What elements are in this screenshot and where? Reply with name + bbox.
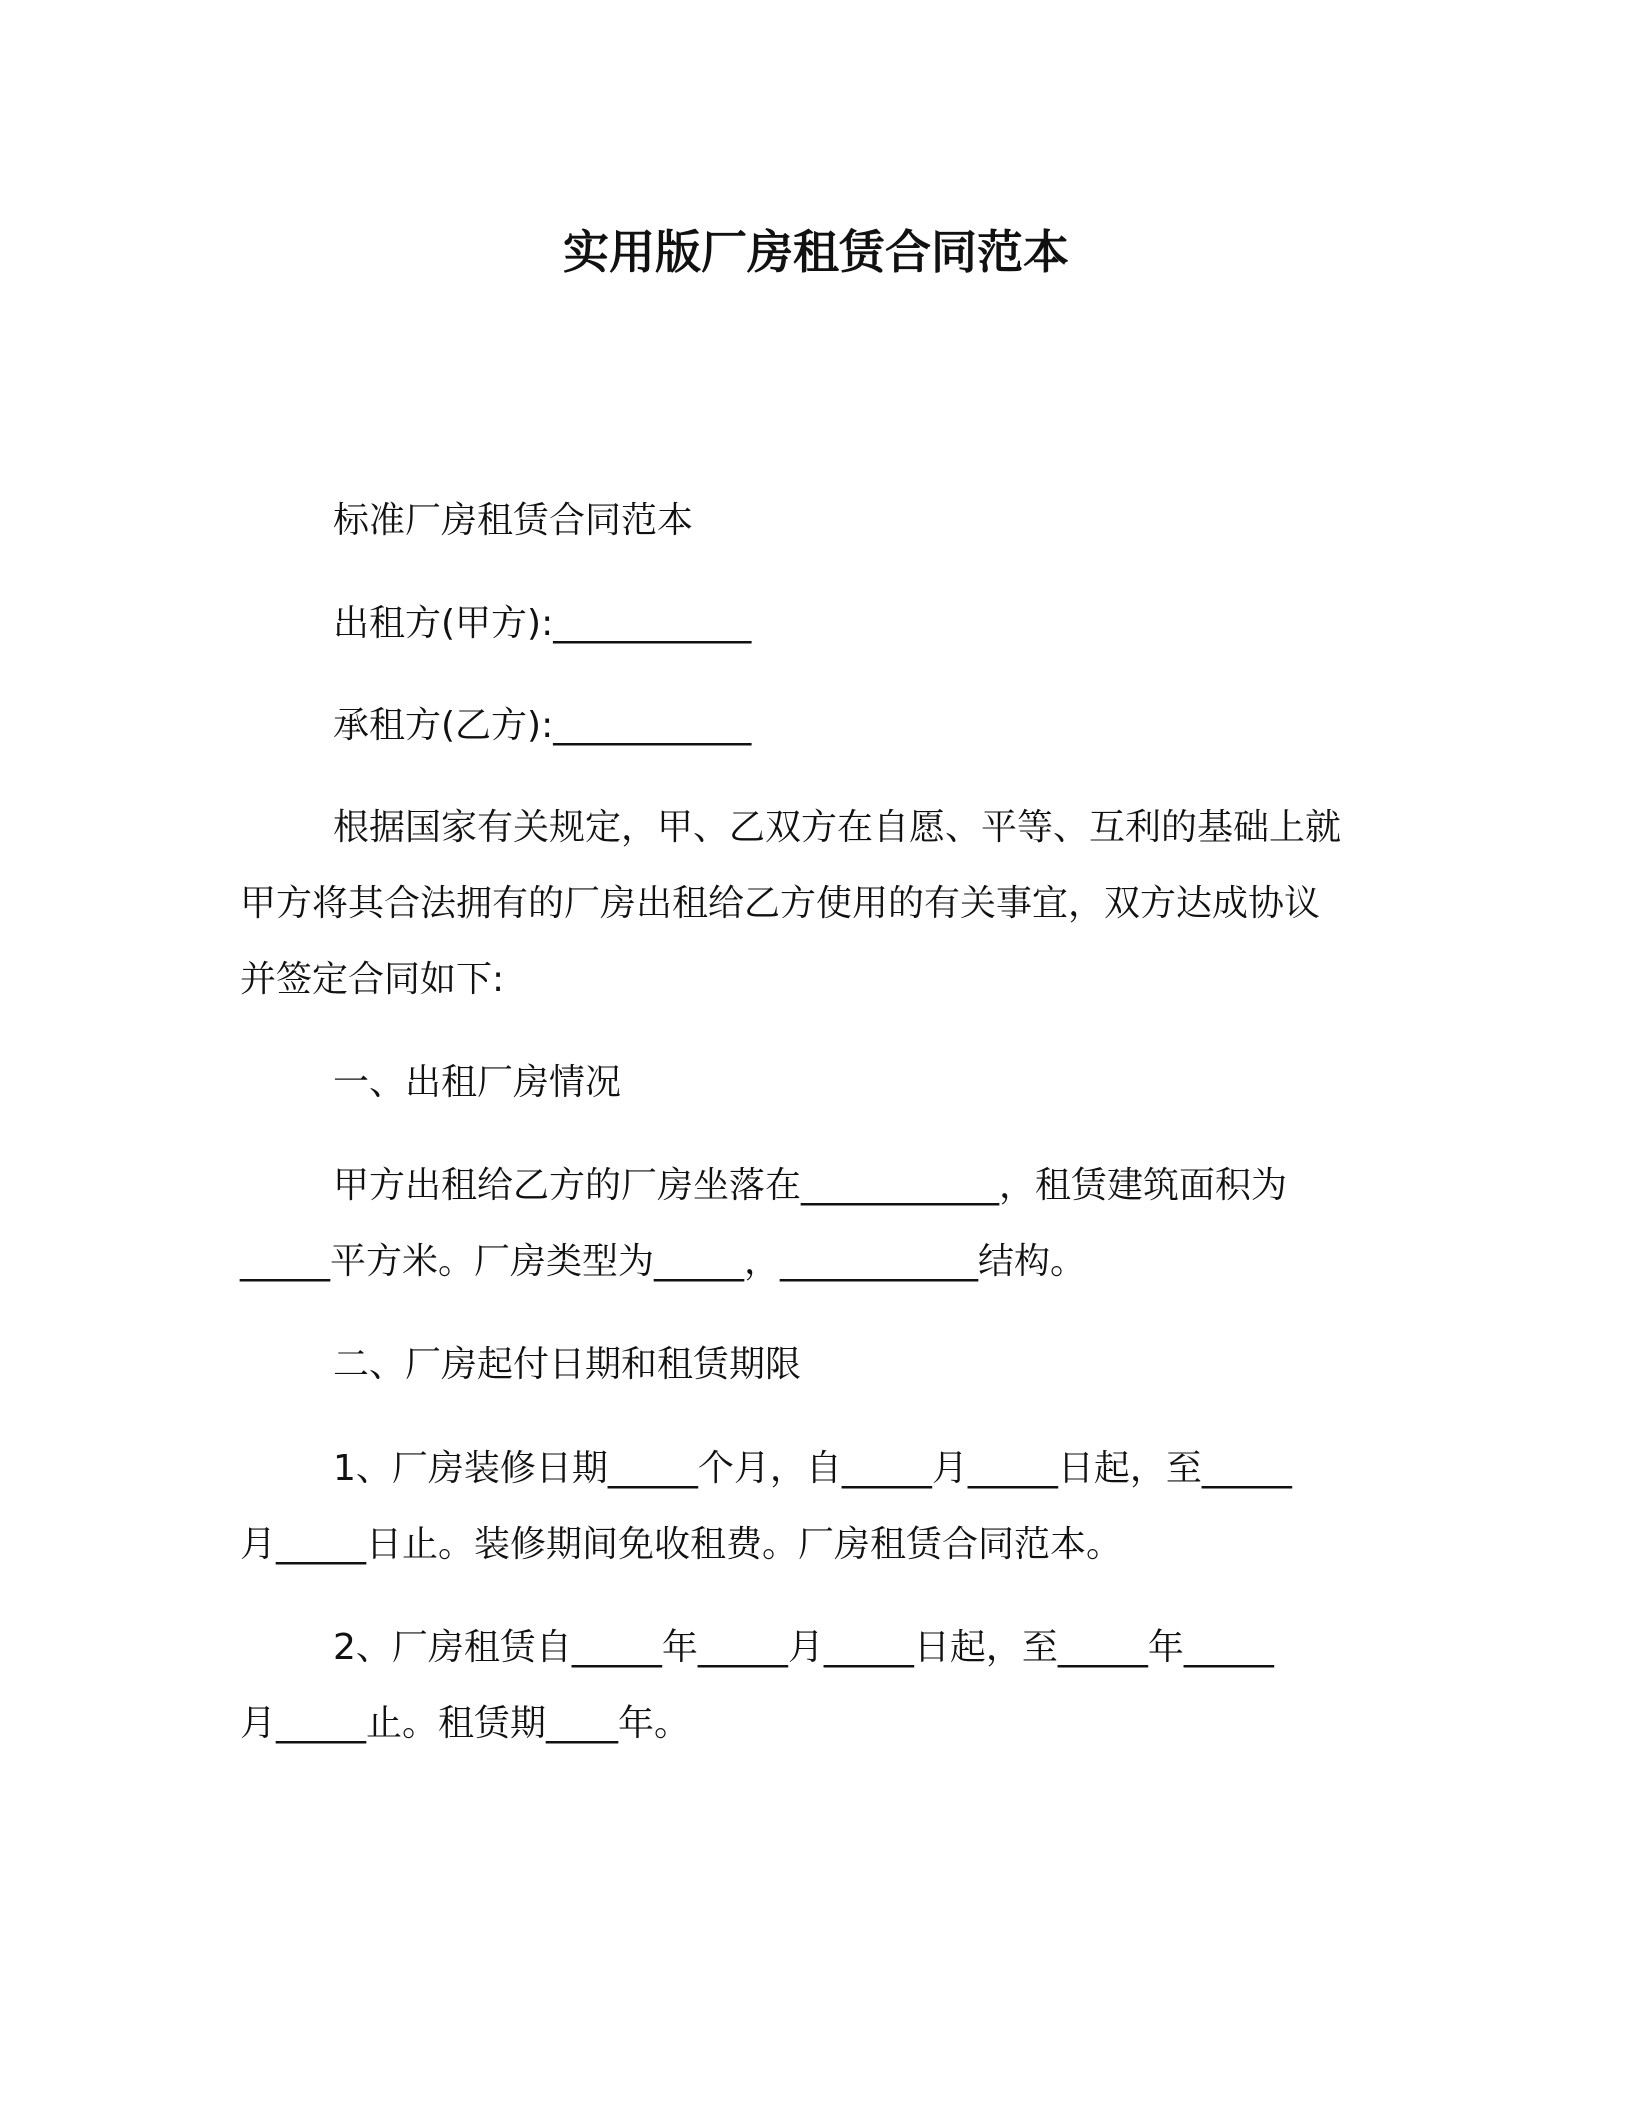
document-subtitle: 标准厂房租赁合同范本 xyxy=(333,500,694,541)
section-heading: 一、出租厂房情况 xyxy=(333,1062,622,1103)
preamble-line: 并签定合同如下: xyxy=(240,959,505,1000)
clause-line: 月_____止。租赁期____年。 xyxy=(240,1703,691,1744)
preamble-line: 根据国家有关规定，甲、乙双方在自愿、平等、互利的基础上就 xyxy=(333,807,1342,848)
lessor-line: 出租方(甲方):___________ xyxy=(333,603,752,644)
clause-line: 月_____日止。装修期间免收租费。厂房租赁合同范本。 xyxy=(240,1524,1123,1565)
section-heading: 二、厂房起付日期和租赁期限 xyxy=(333,1344,802,1385)
document-title: 实用版厂房租赁合同范本 xyxy=(563,225,1069,279)
clause-line: 1、厂房装修日期_____个月，自_____月_____日起，至_____ xyxy=(333,1448,1292,1489)
lessee-line: 承租方(乙方):___________ xyxy=(333,705,752,746)
section-line: 甲方出租给乙方的厂房坐落在___________，租赁建筑面积为 xyxy=(333,1165,1288,1206)
section-line: _____平方米。厂房类型为_____，___________结构。 xyxy=(240,1241,1087,1282)
preamble-line: 甲方将其合法拥有的厂房出租给乙方使用的有关事宜，双方达成协议 xyxy=(240,883,1321,924)
clause-line: 2、厂房租赁自_____年_____月_____日起，至_____年_____ xyxy=(333,1627,1274,1668)
